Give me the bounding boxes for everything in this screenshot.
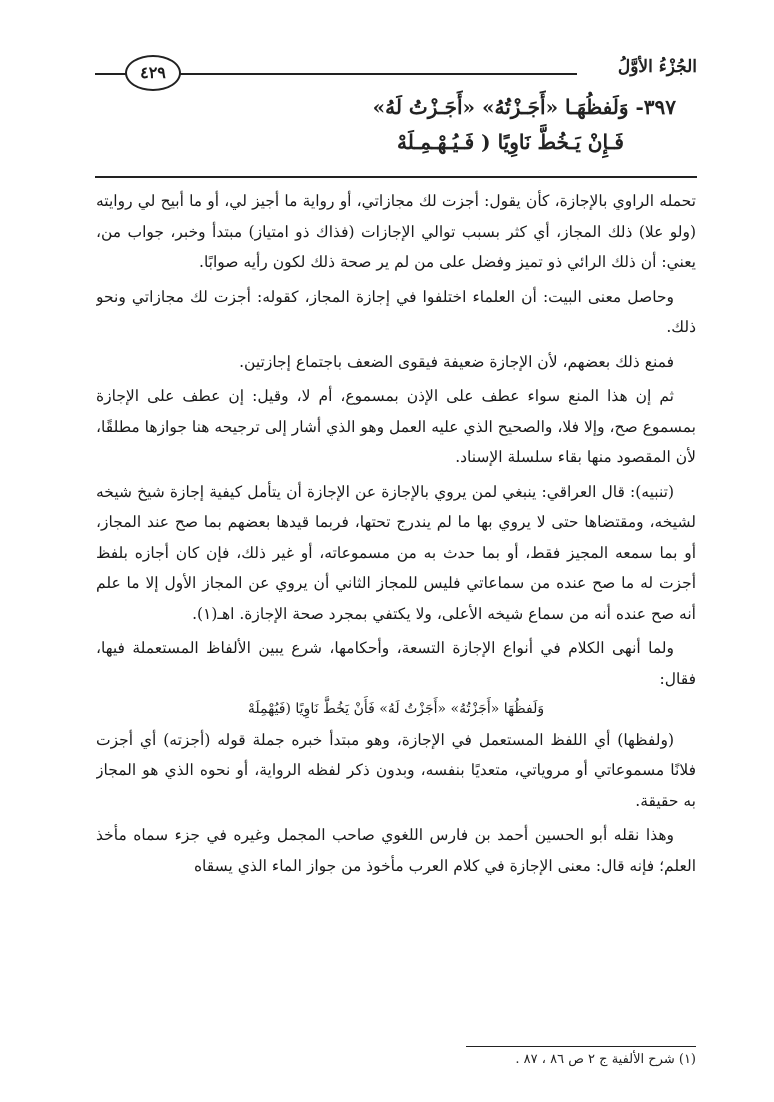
verse-line-1: ٣٩٧- وَلَفظُهَـا «أَجَـزْتُهُ» «أَجَـزْتُ لَهُ»	[372, 95, 676, 119]
paragraph: (ولفظها) أي اللفظ المستعمل في الإجازة، وهو مبتدأ خبره جملة قوله (أجزته) أي أجزت فلانًا مسموعاتي أو مروياتي، متعديًا بنفسه، وبدون ذكر لفظه الرواية، أو نحوه الذي هو المجاز به حقيقة.	[96, 730, 696, 810]
verse-divider	[95, 176, 697, 178]
paragraph: ولما أنهى الكلام في أنواع الإجازة التسعة، وأحكامها، شرع يبين الألفاظ المستعملة فيها، فقال:	[96, 639, 696, 688]
footnote-rule	[466, 1046, 696, 1047]
footnote: (١) شرح الألفية ج ٢ ص ٨٦ ، ٨٧ .	[515, 1052, 696, 1067]
body-text	[96, 186, 696, 1016]
paragraph: ثم إن هذا المنع سواء عطف على الإذن بمسموع، أم لا، وقيل: إن عطف على الإجازة بمسموع صح، وإلا فلا، والصحيح الذي عليه العمل وهو الذي أشار إلى ترجيحه هنا جوازها مطلقًا، لأن المقصود منها بقاء سلسلة الإسناد.	[96, 387, 696, 466]
paragraph: فمنع ذلك بعضهم، لأن الإجازة ضعيفة فيقوى الضعف باجتماع إجازتين.	[239, 352, 674, 371]
paragraph: وحاصل معنى البيت: أن العلماء اختلفوا في إجازة المجاز، كقوله: أجزت لك مجازاتي ونحو ذلك.	[96, 287, 696, 336]
paragraph: (تنبيه): قال العراقي: ينبغي لمن يروي بالإجازة عن الإجازة أن يتأمل كيفية إجازة شيخ شيخه لشيخه، ومقتضاها حتى لا يروي بها ما لم يندرج تحتها، فربما قيدها بعضهم بما صح عند المجاز، أو بما سمعه المجيز فقط، أو بما حدث به من مسموعاته، أو غير ذلك، فإن كان أجازه بلفظ أجزت له ما صح عنده من سماعاتي فليس للمجاز الثاني أن يروي عن المجاز الأول إلا ما علم أنه صح عنده أنه من سماع شيخه الأعلى، ولا يكتفي بمجرد صحة الإجازة. اهـ(١).	[96, 482, 696, 623]
page-number: ٤٢٩	[125, 55, 181, 91]
verse-line-2: فَـإِنْ يَـخُطَّ نَاوِيًا ( فَـيُـهْـمِـلَهْ	[397, 130, 624, 154]
paragraph: وهذا نقله أبو الحسين أحمد بن فارس اللغوي صاحب المجمل وغيره في جزء سماه مأخذ العلم؛ فإنه قال: معنى الإجازة في كلام العرب مأخوذ من جواز الماء الذي يسقاه	[96, 826, 696, 875]
paragraph: تحمله الراوي بالإجازة، كأن يقول: أجزت لك مجازاتي، أو رواية ما أجيز لي، أو ما أبيح لي روايته (ولو علا) ذلك المجاز، أي كثر بسبب توالي الإجازات (فذاك ذو امتياز) مبتدأ وخبر، جواب من، يعني: أن ذلك الرائي ذو تميز وفضل على من لم ير صحة ذلك لكون رأيه صوابًا.	[96, 192, 696, 271]
page-header	[95, 55, 697, 95]
running-title: الجُزْءُ الأوَّلُ	[617, 57, 697, 77]
inline-verse: وَلَفظُهَا «أَجَزْتُهُ» «أَجَزْتُ لَهُ» فَأَنْ يَخُطَّ نَاوِيًا (فَيُهْمِلَهْ	[247, 701, 545, 717]
